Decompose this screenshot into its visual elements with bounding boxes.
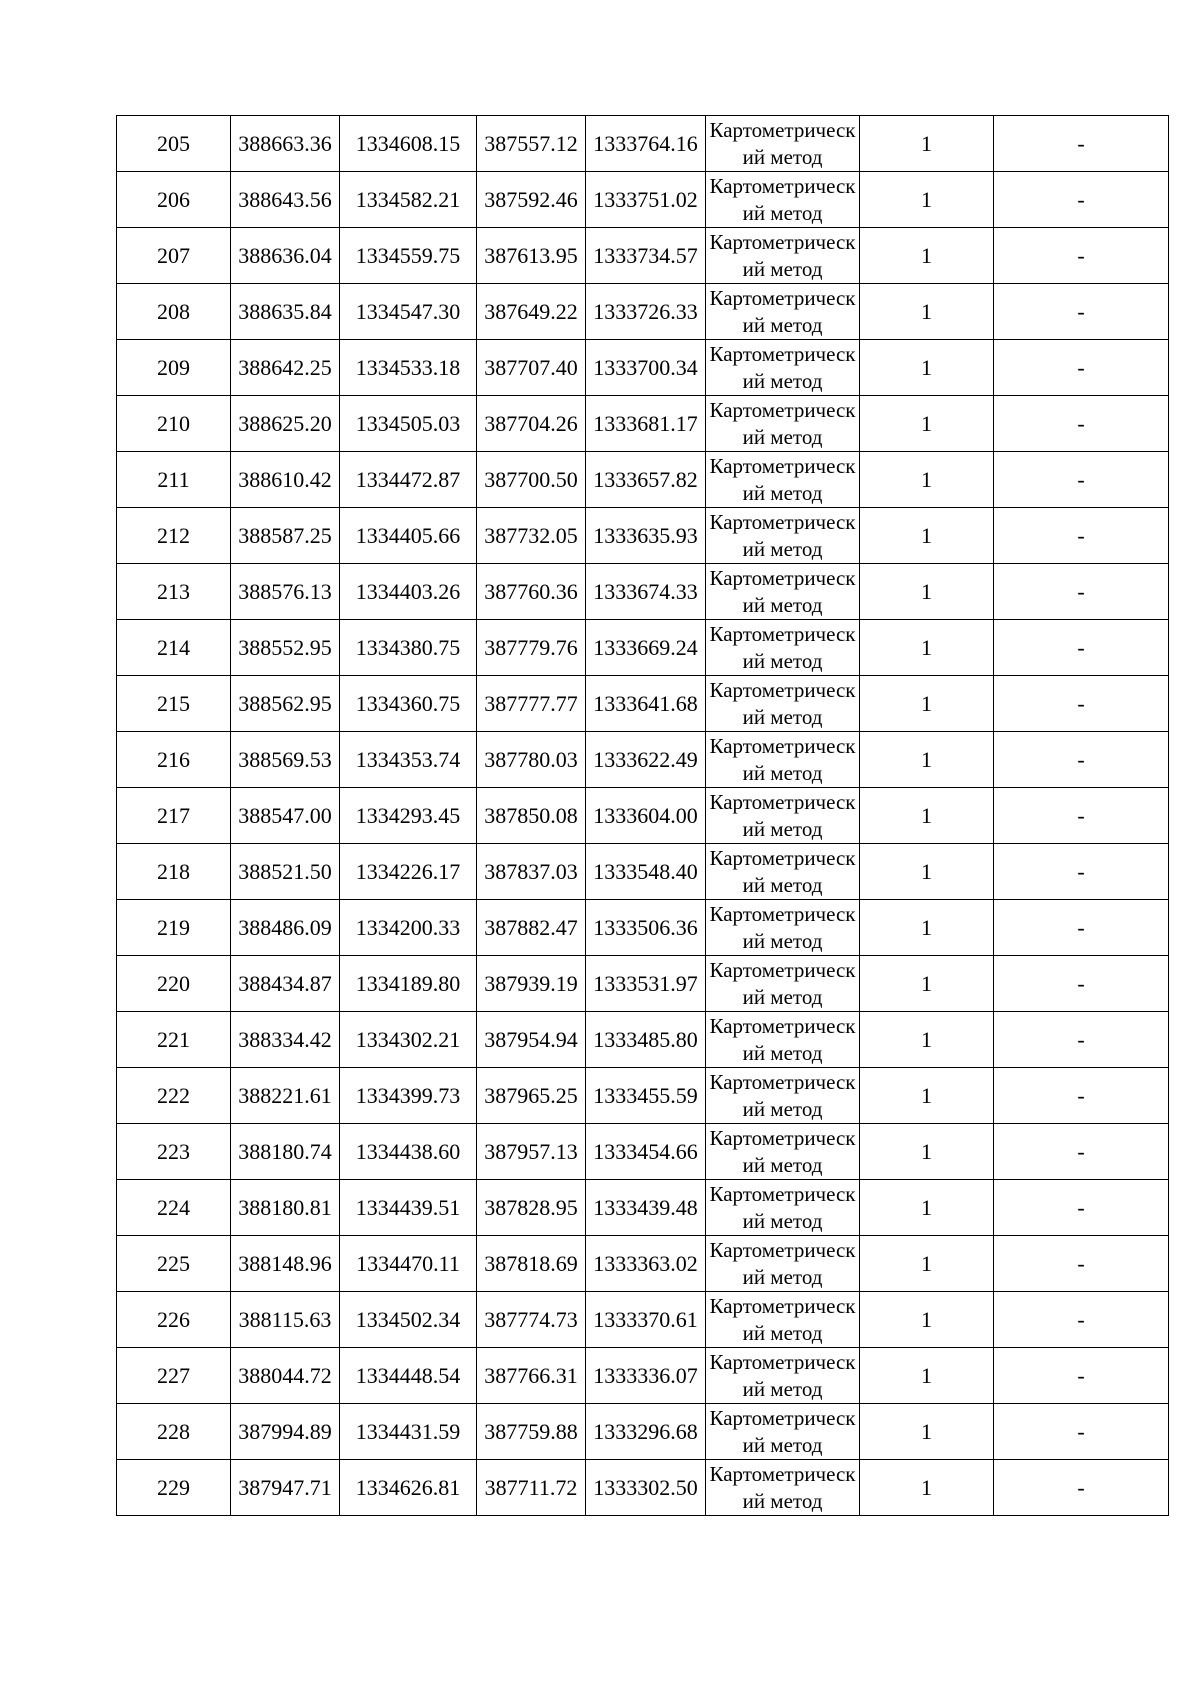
existing-y-cell: 1334226.17	[340, 844, 477, 900]
point-number-cell: 228	[117, 1404, 231, 1460]
new-y-cell: 1333641.68	[586, 676, 706, 732]
description-cell: -	[994, 956, 1169, 1012]
new-x-cell: 387700.50	[477, 452, 586, 508]
description-cell: -	[994, 1124, 1169, 1180]
existing-x-cell: 388642.25	[231, 340, 340, 396]
existing-y-cell: 1334608.15	[340, 116, 477, 172]
point-number-cell: 225	[117, 1236, 231, 1292]
method-cell: Картометрический метод	[706, 620, 860, 676]
existing-x-cell: 388552.95	[231, 620, 340, 676]
table-row	[117, 452, 1169, 508]
new-y-cell: 1333454.66	[586, 1124, 706, 1180]
new-x-cell: 387649.22	[477, 284, 586, 340]
existing-x-cell: 388562.95	[231, 676, 340, 732]
existing-y-cell: 1334293.45	[340, 788, 477, 844]
existing-y-cell: 1334302.21	[340, 1012, 477, 1068]
existing-y-cell: 1334189.80	[340, 956, 477, 1012]
point-number-cell: 211	[117, 452, 231, 508]
new-x-cell: 387954.94	[477, 1012, 586, 1068]
new-y-cell: 1333669.24	[586, 620, 706, 676]
new-y-cell: 1333363.02	[586, 1236, 706, 1292]
existing-y-cell: 1334448.54	[340, 1348, 477, 1404]
method-cell: Картометрический метод	[706, 1180, 860, 1236]
point-number-cell: 210	[117, 396, 231, 452]
existing-x-cell: 388221.61	[231, 1068, 340, 1124]
method-cell: Картометрический метод	[706, 284, 860, 340]
existing-y-cell: 1334431.59	[340, 1404, 477, 1460]
new-y-cell: 1333751.02	[586, 172, 706, 228]
existing-y-cell: 1334533.18	[340, 340, 477, 396]
new-x-cell: 387613.95	[477, 228, 586, 284]
existing-x-cell: 388180.74	[231, 1124, 340, 1180]
new-x-cell: 387779.76	[477, 620, 586, 676]
new-y-cell: 1333622.49	[586, 732, 706, 788]
accuracy-cell: 1	[860, 1404, 994, 1460]
description-cell: -	[994, 1348, 1169, 1404]
new-x-cell: 387707.40	[477, 340, 586, 396]
new-y-cell: 1333734.57	[586, 228, 706, 284]
existing-x-cell: 388643.56	[231, 172, 340, 228]
new-y-cell: 1333700.34	[586, 340, 706, 396]
table-row	[117, 1068, 1169, 1124]
existing-x-cell: 388625.20	[231, 396, 340, 452]
existing-x-cell: 388334.42	[231, 1012, 340, 1068]
table-row	[117, 788, 1169, 844]
description-cell: -	[994, 564, 1169, 620]
method-cell: Картометрический метод	[706, 1460, 860, 1516]
accuracy-cell: 1	[860, 1292, 994, 1348]
method-cell: Картометрический метод	[706, 1236, 860, 1292]
new-x-cell: 387828.95	[477, 1180, 586, 1236]
existing-x-cell: 388576.13	[231, 564, 340, 620]
method-cell: Картометрический метод	[706, 396, 860, 452]
table-row	[117, 900, 1169, 956]
table-row	[117, 172, 1169, 228]
coordinates-table	[116, 115, 1169, 1516]
existing-x-cell: 388636.04	[231, 228, 340, 284]
existing-x-cell: 388115.63	[231, 1292, 340, 1348]
accuracy-cell: 1	[860, 340, 994, 396]
new-y-cell: 1333548.40	[586, 844, 706, 900]
existing-y-cell: 1334505.03	[340, 396, 477, 452]
new-y-cell: 1333681.17	[586, 396, 706, 452]
description-cell: -	[994, 172, 1169, 228]
table-row	[117, 620, 1169, 676]
method-cell: Картометрический метод	[706, 564, 860, 620]
new-y-cell: 1333764.16	[586, 116, 706, 172]
method-cell: Картометрический метод	[706, 956, 860, 1012]
point-number-cell: 218	[117, 844, 231, 900]
new-y-cell: 1333635.93	[586, 508, 706, 564]
point-number-cell: 217	[117, 788, 231, 844]
point-number-cell: 221	[117, 1012, 231, 1068]
accuracy-cell: 1	[860, 116, 994, 172]
method-cell: Картометрический метод	[706, 1348, 860, 1404]
method-cell: Картометрический метод	[706, 844, 860, 900]
method-cell: Картометрический метод	[706, 1404, 860, 1460]
existing-x-cell: 387994.89	[231, 1404, 340, 1460]
method-cell: Картометрический метод	[706, 1012, 860, 1068]
point-number-cell: 215	[117, 676, 231, 732]
accuracy-cell: 1	[860, 228, 994, 284]
accuracy-cell: 1	[860, 1348, 994, 1404]
accuracy-cell: 1	[860, 620, 994, 676]
existing-x-cell: 388610.42	[231, 452, 340, 508]
table-body	[117, 116, 1169, 1516]
point-number-cell: 220	[117, 956, 231, 1012]
new-y-cell: 1333531.97	[586, 956, 706, 1012]
method-cell: Картометрический метод	[706, 900, 860, 956]
table-row	[117, 844, 1169, 900]
accuracy-cell: 1	[860, 956, 994, 1012]
point-number-cell: 227	[117, 1348, 231, 1404]
existing-x-cell: 388663.36	[231, 116, 340, 172]
method-cell: Картометрический метод	[706, 116, 860, 172]
new-x-cell: 387777.77	[477, 676, 586, 732]
method-cell: Картометрический метод	[706, 732, 860, 788]
description-cell: -	[994, 396, 1169, 452]
point-number-cell: 222	[117, 1068, 231, 1124]
existing-y-cell: 1334353.74	[340, 732, 477, 788]
new-x-cell: 387837.03	[477, 844, 586, 900]
existing-y-cell: 1334200.33	[340, 900, 477, 956]
description-cell: -	[994, 1404, 1169, 1460]
table-row	[117, 1124, 1169, 1180]
point-number-cell: 216	[117, 732, 231, 788]
existing-x-cell: 387947.71	[231, 1460, 340, 1516]
description-cell: -	[994, 676, 1169, 732]
table-row	[117, 340, 1169, 396]
description-cell: -	[994, 1460, 1169, 1516]
existing-x-cell: 388434.87	[231, 956, 340, 1012]
description-cell: -	[994, 508, 1169, 564]
new-x-cell: 387818.69	[477, 1236, 586, 1292]
existing-y-cell: 1334470.11	[340, 1236, 477, 1292]
table-row	[117, 1404, 1169, 1460]
existing-y-cell: 1334399.73	[340, 1068, 477, 1124]
existing-x-cell: 388547.00	[231, 788, 340, 844]
point-number-cell: 209	[117, 340, 231, 396]
table-row	[117, 1292, 1169, 1348]
existing-y-cell: 1334403.26	[340, 564, 477, 620]
point-number-cell: 214	[117, 620, 231, 676]
method-cell: Картометрический метод	[706, 788, 860, 844]
existing-y-cell: 1334559.75	[340, 228, 477, 284]
table-row	[117, 1460, 1169, 1516]
new-x-cell: 387759.88	[477, 1404, 586, 1460]
new-x-cell: 387965.25	[477, 1068, 586, 1124]
new-x-cell: 387766.31	[477, 1348, 586, 1404]
table-row	[117, 116, 1169, 172]
description-cell: -	[994, 844, 1169, 900]
description-cell: -	[994, 900, 1169, 956]
new-y-cell: 1333302.50	[586, 1460, 706, 1516]
point-number-cell: 213	[117, 564, 231, 620]
existing-x-cell: 388486.09	[231, 900, 340, 956]
accuracy-cell: 1	[860, 844, 994, 900]
accuracy-cell: 1	[860, 1460, 994, 1516]
point-number-cell: 223	[117, 1124, 231, 1180]
new-x-cell: 387882.47	[477, 900, 586, 956]
new-y-cell: 1333604.00	[586, 788, 706, 844]
table-row	[117, 1236, 1169, 1292]
new-x-cell: 387711.72	[477, 1460, 586, 1516]
new-x-cell: 387774.73	[477, 1292, 586, 1348]
new-x-cell: 387704.26	[477, 396, 586, 452]
new-y-cell: 1333485.80	[586, 1012, 706, 1068]
table-row	[117, 1012, 1169, 1068]
description-cell: -	[994, 452, 1169, 508]
existing-x-cell: 388180.81	[231, 1180, 340, 1236]
accuracy-cell: 1	[860, 564, 994, 620]
point-number-cell: 205	[117, 116, 231, 172]
description-cell: -	[994, 1180, 1169, 1236]
existing-x-cell: 388569.53	[231, 732, 340, 788]
accuracy-cell: 1	[860, 1180, 994, 1236]
description-cell: -	[994, 284, 1169, 340]
accuracy-cell: 1	[860, 900, 994, 956]
existing-y-cell: 1334380.75	[340, 620, 477, 676]
table-row	[117, 1180, 1169, 1236]
table-row	[117, 396, 1169, 452]
existing-x-cell: 388587.25	[231, 508, 340, 564]
new-x-cell: 387557.12	[477, 116, 586, 172]
accuracy-cell: 1	[860, 508, 994, 564]
table-row	[117, 228, 1169, 284]
method-cell: Картометрический метод	[706, 228, 860, 284]
new-x-cell: 387760.36	[477, 564, 586, 620]
method-cell: Картометрический метод	[706, 508, 860, 564]
table-row	[117, 284, 1169, 340]
accuracy-cell: 1	[860, 1124, 994, 1180]
table-row	[117, 732, 1169, 788]
existing-y-cell: 1334472.87	[340, 452, 477, 508]
new-y-cell: 1333296.68	[586, 1404, 706, 1460]
method-cell: Картометрический метод	[706, 340, 860, 396]
accuracy-cell: 1	[860, 732, 994, 788]
method-cell: Картометрический метод	[706, 452, 860, 508]
table-row	[117, 956, 1169, 1012]
table-row	[117, 676, 1169, 732]
accuracy-cell: 1	[860, 452, 994, 508]
accuracy-cell: 1	[860, 396, 994, 452]
point-number-cell: 207	[117, 228, 231, 284]
description-cell: -	[994, 1012, 1169, 1068]
description-cell: -	[994, 1292, 1169, 1348]
new-y-cell: 1333336.07	[586, 1348, 706, 1404]
method-cell: Картометрический метод	[706, 676, 860, 732]
accuracy-cell: 1	[860, 284, 994, 340]
description-cell: -	[994, 228, 1169, 284]
point-number-cell: 219	[117, 900, 231, 956]
table-row	[117, 564, 1169, 620]
point-number-cell: 206	[117, 172, 231, 228]
new-x-cell: 387732.05	[477, 508, 586, 564]
method-cell: Картометрический метод	[706, 1068, 860, 1124]
description-cell: -	[994, 116, 1169, 172]
accuracy-cell: 1	[860, 1068, 994, 1124]
table-row	[117, 508, 1169, 564]
new-y-cell: 1333726.33	[586, 284, 706, 340]
existing-y-cell: 1334626.81	[340, 1460, 477, 1516]
accuracy-cell: 1	[860, 1236, 994, 1292]
method-cell: Картометрический метод	[706, 1292, 860, 1348]
existing-y-cell: 1334582.21	[340, 172, 477, 228]
description-cell: -	[994, 620, 1169, 676]
existing-y-cell: 1334405.66	[340, 508, 477, 564]
point-number-cell: 224	[117, 1180, 231, 1236]
existing-y-cell: 1334439.51	[340, 1180, 477, 1236]
new-y-cell: 1333506.36	[586, 900, 706, 956]
new-y-cell: 1333370.61	[586, 1292, 706, 1348]
existing-x-cell: 388635.84	[231, 284, 340, 340]
existing-x-cell: 388148.96	[231, 1236, 340, 1292]
point-number-cell: 226	[117, 1292, 231, 1348]
new-x-cell: 387592.46	[477, 172, 586, 228]
description-cell: -	[994, 732, 1169, 788]
existing-x-cell: 388044.72	[231, 1348, 340, 1404]
existing-y-cell: 1334438.60	[340, 1124, 477, 1180]
existing-y-cell: 1334547.30	[340, 284, 477, 340]
description-cell: -	[994, 788, 1169, 844]
new-x-cell: 387850.08	[477, 788, 586, 844]
new-y-cell: 1333455.59	[586, 1068, 706, 1124]
accuracy-cell: 1	[860, 172, 994, 228]
existing-y-cell: 1334502.34	[340, 1292, 477, 1348]
existing-y-cell: 1334360.75	[340, 676, 477, 732]
new-y-cell: 1333657.82	[586, 452, 706, 508]
accuracy-cell: 1	[860, 1012, 994, 1068]
new-x-cell: 387780.03	[477, 732, 586, 788]
description-cell: -	[994, 1236, 1169, 1292]
new-y-cell: 1333674.33	[586, 564, 706, 620]
point-number-cell: 208	[117, 284, 231, 340]
point-number-cell: 212	[117, 508, 231, 564]
point-number-cell: 229	[117, 1460, 231, 1516]
method-cell: Картометрический метод	[706, 1124, 860, 1180]
accuracy-cell: 1	[860, 676, 994, 732]
method-cell: Картометрический метод	[706, 172, 860, 228]
new-x-cell: 387957.13	[477, 1124, 586, 1180]
accuracy-cell: 1	[860, 788, 994, 844]
description-cell: -	[994, 340, 1169, 396]
description-cell: -	[994, 1068, 1169, 1124]
new-y-cell: 1333439.48	[586, 1180, 706, 1236]
new-x-cell: 387939.19	[477, 956, 586, 1012]
existing-x-cell: 388521.50	[231, 844, 340, 900]
table-row	[117, 1348, 1169, 1404]
